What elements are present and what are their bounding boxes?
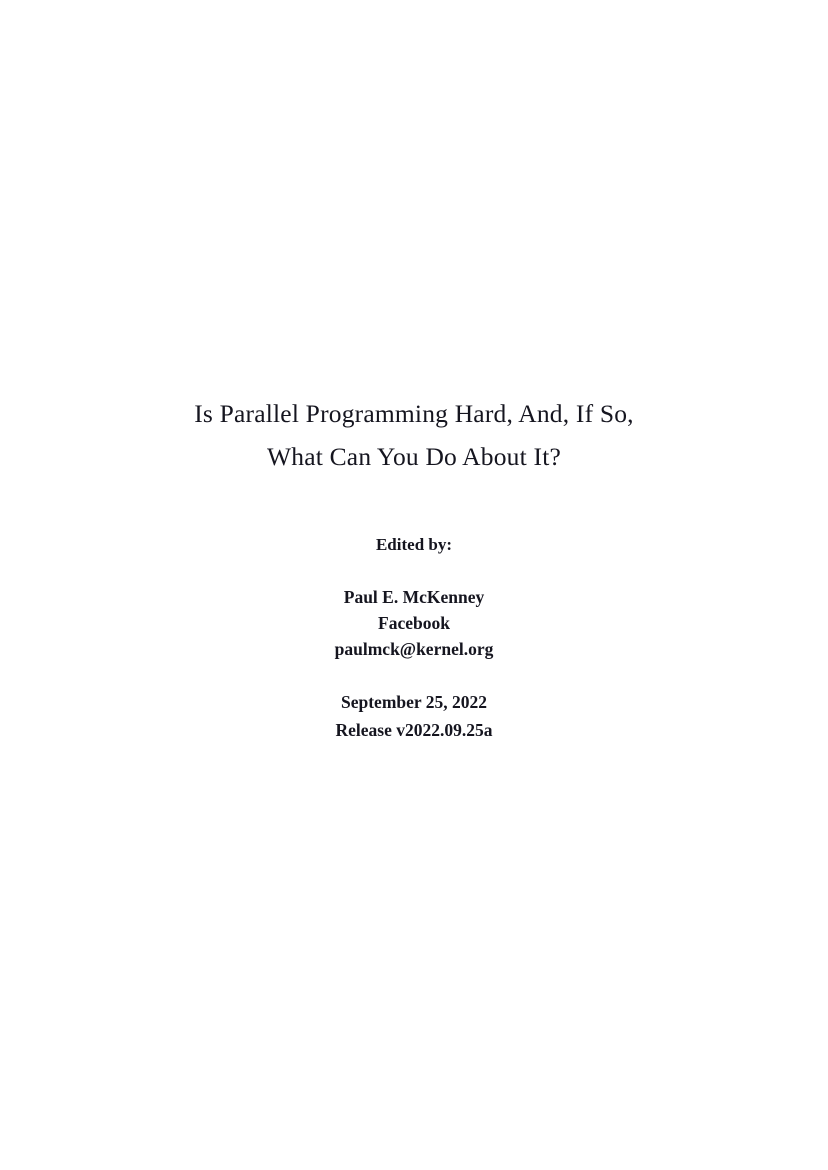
credits-block bbox=[0, 531, 828, 744]
title-line-1: Is Parallel Programming Hard, And, If So, bbox=[194, 399, 634, 428]
editor-info bbox=[0, 584, 828, 662]
title-line-2: What Can You Do About It? bbox=[267, 442, 561, 471]
release-info bbox=[0, 688, 828, 744]
page-title bbox=[0, 392, 828, 478]
edited-by-label: Edited by: bbox=[375, 535, 453, 554]
editor-affiliation: Facebook bbox=[378, 613, 450, 633]
editor-email: paulmck@kernel.org bbox=[334, 639, 494, 659]
release-version: Release v2022.09.25a bbox=[335, 720, 493, 740]
editor-name: Paul E. McKenney bbox=[343, 587, 485, 607]
release-date: September 25, 2022 bbox=[341, 692, 487, 712]
